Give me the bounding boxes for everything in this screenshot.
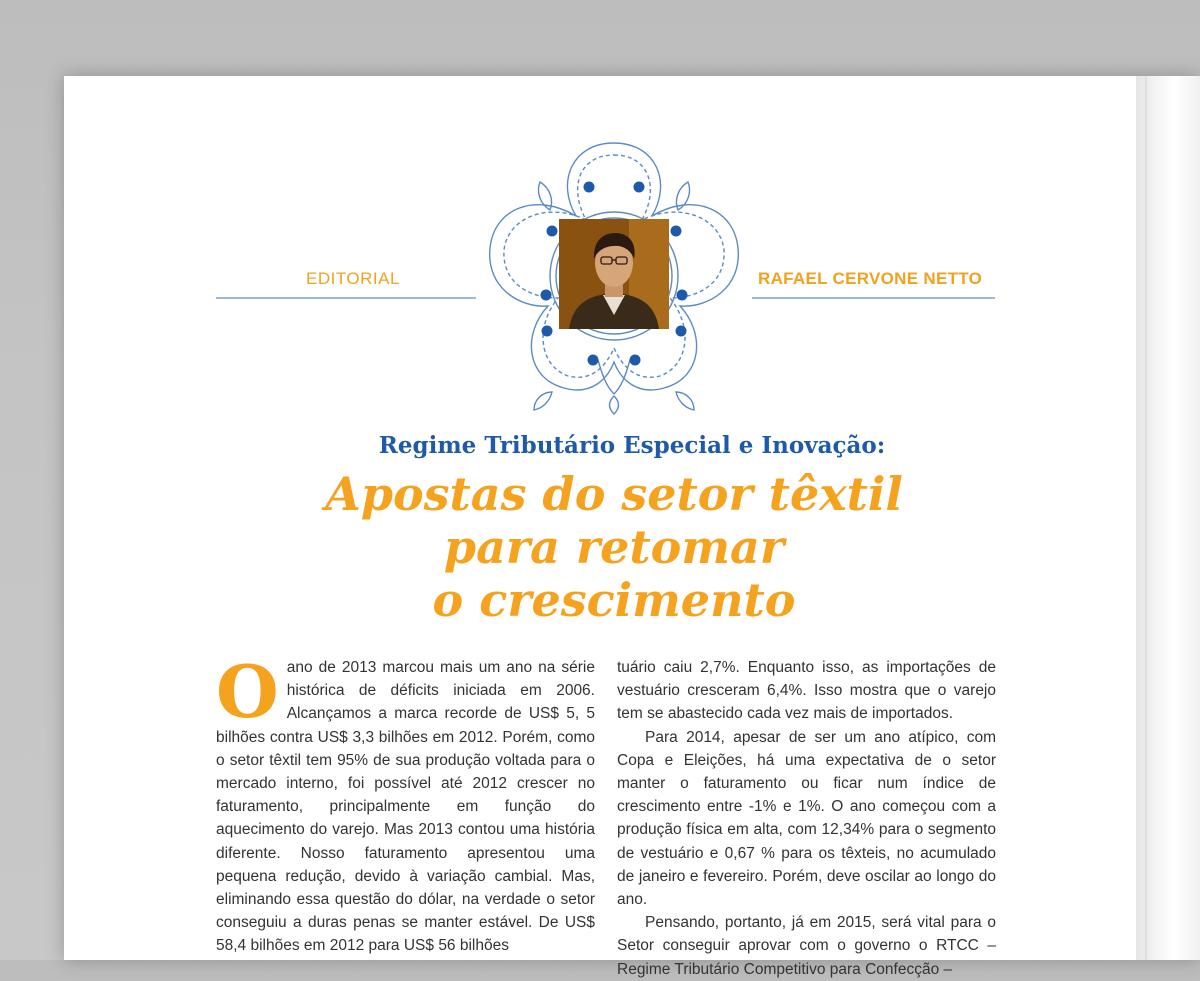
author-name: RAFAEL CERVONE NETTO (758, 269, 983, 288)
body-column-right (617, 656, 996, 981)
headline-line: Apostas do setor têxtil (325, 467, 903, 521)
section-label: EDITORIAL (306, 269, 400, 288)
body-paragraph: Pensando, portanto, já em 2015, será vital para o Setor conseguir aprovar com o governo o RTCC – Regime Tributário Competitivo para Confecção – (617, 914, 996, 978)
body-paragraph: tuário caiu 2,7%. Enquanto isso, as importações de vestuário cresceram 6,4%. Isso mostra que o varejo tem se abastecido cada vez mais de importados. (617, 659, 996, 723)
article-headline (214, 468, 1014, 627)
headline-line: para retomar (443, 520, 785, 574)
header-rule-left (216, 297, 476, 299)
author-portrait (559, 219, 669, 329)
headline-line: o crescimento (432, 573, 796, 627)
page-spine (1145, 76, 1148, 960)
body-paragraph: ano de 2013 marcou mais um ano na série histórica de déficits iniciada em 2006. Alcançamos a marca recorde de US$ 5, 5 bilhões contra US$ 3,3 bilhões em 2012. Porém, como o setor têxtil tem 95% de sua produção voltada para o mercado interno, foi possível até 2012 crescer no faturamento, principalmente em função do aquecimento do varejo. Mas 2013 contou uma história diferente. Nosso faturamento apresentou uma pequena redução, devido à variação cambial. Mas, eliminando essa questão do dólar, na verdade o setor conseguiu a duras penas se manter estável. De US$ 58,4 bilhões em 2012 para US$ 56 bilhões (216, 659, 595, 955)
body-paragraph: Para 2014, apesar de ser um ano atípico, com Copa e Eleições, há uma expectativa de o setor manter o faturamento ou ficar num índice de crescimento entre -1% e 1%. O ano começou com a produção física em alta, com 12,34% para o segmento de vestuário e 0,67 % para os têxteis, no acumulado de janeiro e fevereiro. Porém, deve oscilar ao longo do ano. (617, 728, 996, 909)
article-subtitle: Regime Tributário Especial e Inovação: (378, 432, 886, 459)
header-rule-right (752, 297, 995, 299)
drop-cap: O (216, 649, 279, 734)
magazine-page (64, 76, 1200, 978)
body-column-left (216, 649, 595, 958)
